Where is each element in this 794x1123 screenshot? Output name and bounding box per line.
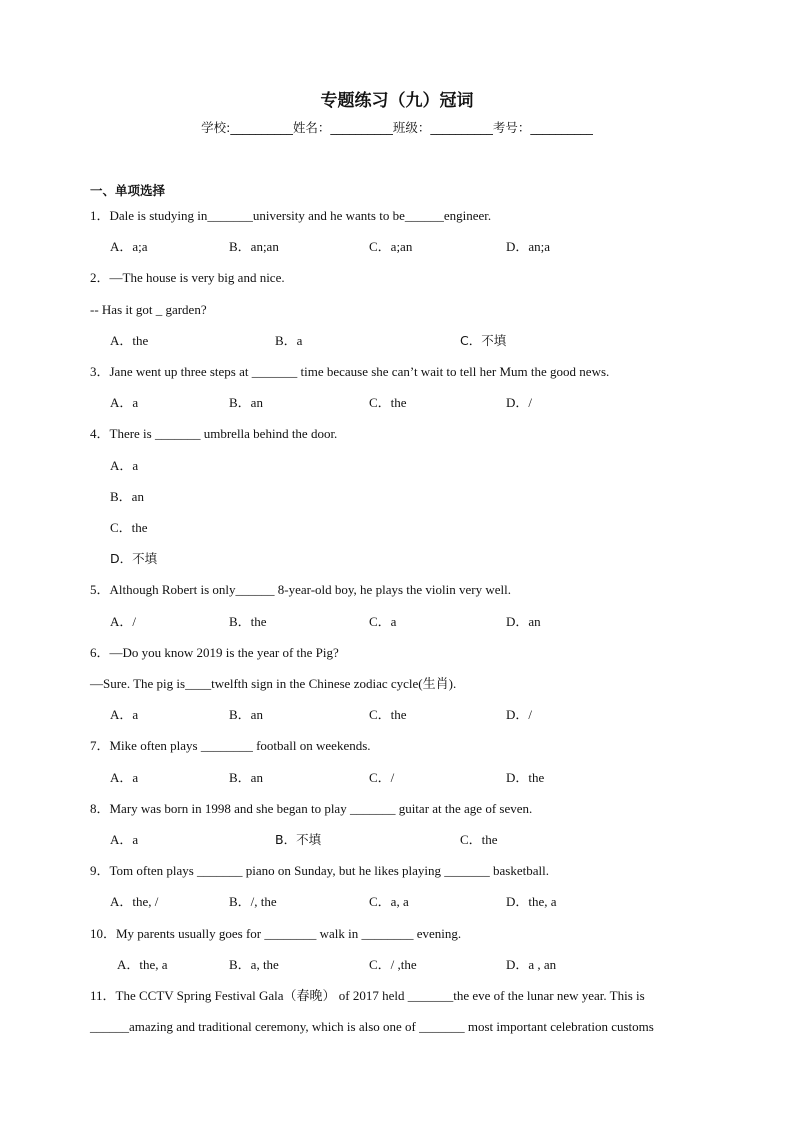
question-3-option-d[interactable]: D．/ bbox=[506, 395, 533, 410]
question-7-option-c[interactable]: C．/ bbox=[369, 770, 395, 785]
question-10-option-c[interactable]: C．/ ,the bbox=[369, 957, 417, 972]
question-9-option-c[interactable]: C．a, a bbox=[369, 894, 409, 909]
question-6-option-b[interactable]: B．an bbox=[229, 707, 263, 722]
question-7-option-a[interactable]: A．a bbox=[110, 770, 139, 785]
question-2-stem-line-2: -- Has it got _ garden? bbox=[90, 302, 207, 317]
question-6-option-a[interactable]: A．a bbox=[110, 707, 139, 722]
question-3-stem: 3．Jane went up three steps at _______ time because she can’t wait to tell her Mum the good news. bbox=[90, 364, 610, 379]
question-4-option-a[interactable]: A．a bbox=[110, 458, 139, 473]
question-6-option-c[interactable]: C．the bbox=[369, 707, 407, 722]
question-11-stem: 11．The CCTV Spring Festival Gala（春晚） of 2017 held _______the eve of the lunar new year. This is bbox=[90, 988, 645, 1003]
question-11-stem-line-2: ______amazing and traditional ceremony, which is also one of _______ most important celebration customs bbox=[90, 1019, 654, 1034]
question-6-option-d[interactable]: D．/ bbox=[506, 707, 533, 722]
question-10-option-a[interactable]: A．the, a bbox=[117, 957, 168, 972]
question-7-option-d[interactable]: D．the bbox=[506, 770, 545, 785]
question-9-option-a[interactable]: A．the, / bbox=[110, 894, 159, 909]
question-4-option-d[interactable]: D．不填 bbox=[110, 551, 158, 566]
question-1-stem: 1．Dale is studying in_______university and he wants to be______engineer. bbox=[90, 208, 492, 223]
question-6-stem-line-2: —Sure. The pig is____twelfth sign in the Chinese zodiac cycle(生肖). bbox=[90, 676, 457, 691]
question-1-option-c[interactable]: C．a;an bbox=[369, 239, 413, 254]
section-heading: 一、单项选择 bbox=[90, 183, 166, 198]
question-2-option-c[interactable]: C．不填 bbox=[460, 333, 507, 348]
question-4-option-b[interactable]: B．an bbox=[110, 489, 144, 504]
worksheet-title: 专题练习（九）冠词 bbox=[320, 91, 474, 111]
question-5-stem: 5．Although Robert is only______ 8-year-old boy, he plays the violin very well. bbox=[90, 582, 511, 597]
student-info-line: 学校:__________姓名：__________班级：__________考号：__________ bbox=[201, 120, 593, 135]
question-9-option-b[interactable]: B．/, the bbox=[229, 894, 277, 909]
question-8-option-c[interactable]: C．the bbox=[460, 832, 498, 847]
question-9-option-d[interactable]: D．the, a bbox=[506, 894, 557, 909]
question-4-stem: 4．There is _______ umbrella behind the door. bbox=[90, 426, 338, 441]
question-4-option-c[interactable]: C．the bbox=[110, 520, 148, 535]
question-8-stem: 8．Mary was born in 1998 and she began to play _______ guitar at the age of seven. bbox=[90, 801, 533, 816]
question-3-option-a[interactable]: A．a bbox=[110, 395, 139, 410]
question-5-option-c[interactable]: C．a bbox=[369, 614, 397, 629]
question-6-stem: 6．—Do you know 2019 is the year of the Pig? bbox=[90, 645, 339, 660]
question-7-option-b[interactable]: B．an bbox=[229, 770, 263, 785]
question-2-stem: 2．—The house is very big and nice. bbox=[90, 270, 285, 285]
question-2-option-b[interactable]: B．a bbox=[275, 333, 303, 348]
question-10-stem: 10．My parents usually goes for ________ walk in ________ evening. bbox=[90, 926, 462, 941]
question-10-option-b[interactable]: B．a, the bbox=[229, 957, 279, 972]
question-3-option-b[interactable]: B．an bbox=[229, 395, 263, 410]
question-2-option-a[interactable]: A．the bbox=[110, 333, 149, 348]
question-10-option-d[interactable]: D．a , an bbox=[506, 957, 557, 972]
question-9-stem: 9．Tom often plays _______ piano on Sunday, but he likes playing _______ basketball. bbox=[90, 863, 549, 878]
question-7-stem: 7．Mike often plays ________ football on weekends. bbox=[90, 738, 371, 753]
question-1-option-a[interactable]: A．a;a bbox=[110, 239, 148, 254]
question-1-option-b[interactable]: B．an;an bbox=[229, 239, 279, 254]
question-1-option-d[interactable]: D．an;a bbox=[506, 239, 551, 254]
question-5-option-a[interactable]: A．/ bbox=[110, 614, 137, 629]
question-8-option-a[interactable]: A．a bbox=[110, 832, 139, 847]
question-5-option-b[interactable]: B．the bbox=[229, 614, 267, 629]
question-5-option-d[interactable]: D．an bbox=[506, 614, 541, 629]
question-8-option-b[interactable]: B．不填 bbox=[275, 832, 322, 847]
question-3-option-c[interactable]: C．the bbox=[369, 395, 407, 410]
